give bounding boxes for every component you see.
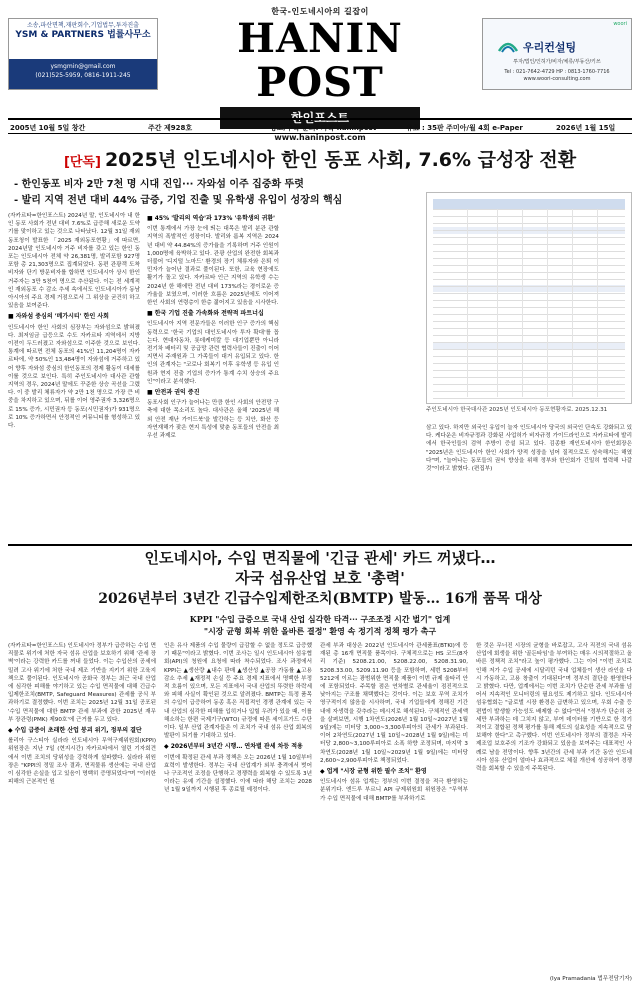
ad-right-brand: woori xyxy=(613,21,627,27)
table-grid-line xyxy=(433,398,625,399)
table-header-row xyxy=(433,199,625,209)
ad-right-web: www.woori-consulting.com xyxy=(523,76,591,82)
article2-section-heading: ◆ 2026년부터 3년간 시행… 연차별 관세 차등 적용 xyxy=(164,743,303,751)
article1-column-3-spacer xyxy=(286,212,418,542)
article2-paragraph: 인은 유사 제품의 수입 물량이 급감할 수 없을 정도로 급증했기 때문"이라고 밝혔다. 이번 조사는 일시 인도네시아 섬유협회(API)의 청원에 요청에 따라 착수되었다. 조사 과정에서 KPPI는 ▲생산량 ▲내수 판매 ▲생산성 ▲공장 가동률 ▲고용 감소 추세 ▲재정적 손실 등 주요 경제 지표에서 명백한 부정적 흐름이 있으며, 모든 지표에서 국내 산업의 뚜렷한 하락세와 피해 사실이 확인된 것으로 알려졌다. BMTP는 특정 품목의 수입이 급증하여 동종 혹은 직접적인 경쟁 관계에 있는 국내 산업의 심각한 피해를 입히거나 입힐 우려가 있을 때, 이를 해소하는 한편 국제기구(WTO) 규정에 따른 세이프가드 수단이다. 일부 산업 관계자들은 이 조치가 국내 섬유 산업 회복의 발판이 되기를 기대하고 있다. xyxy=(164,643,312,740)
masthead-url[interactable]: www.haninpost.com xyxy=(274,133,366,142)
article1-column-1 xyxy=(8,212,140,542)
article2-paragraph: 한 것은 무너진 시장의 균형을 바로잡고, 고사 직전의 국내 섬유 산업에 회생을 위한 '골든타임'을 부여하는 매우 시의적절하고 올바른 정책적 조치"라고 높이 평가했다. 그는 이어 "이번 조치로 인해 저가 수입 공세에 시달리던 국내 업체들이 생산 라인을 다시 가동하고, 고용 창출이 기대된다"며 정부의 결단을 환영한다고 밝혔다. 다만, 업계에서는 이번 조치가 단순한 관세 부과를 넘어서 지속적인 모니터링의 필요성도 제기하고 있다. 인도네시아 섬유협회는 "글로벌 시장 환경은 급변하고 있으며, 우회 수출 등 편법이 발생할 가능성도 배제할 수 없다"면서 "정부가 단순히 관세만 부과하는 데 그치지 않고, 부여 데이터를 기반으로 한 정기적이고 결합된 정책 평가를 통해 제도의 실효성을 지속적으로 담보해야 한다"고 촉구했다. 이번 인도네시아 정부의 결정은 자국 제조업 보호주의 기조가 강화되고 있음을 보여주는 대표적인 사례로 남을 전망이다. 향후 3년간의 관세 부과 기간 동안 인도네시아 섬유 산업이 얼마나 효과적으로 체질 개선에 성공하여 경쟁력을 회복할 수 있을지 주목된다. xyxy=(476,643,632,773)
woori-logo-icon xyxy=(497,37,519,55)
article2-paragraph: (자카르타=한인포스트) 인도네시아 정부가 급증하는 수입 면직물로 위기에 처한 자국 섬유 산업을 보호하기 위해 '관세 장벽'이라는 강력한 카드를 꺼내 들었다. 이는 수입산의 공세에 밀려 고사 위기에 처한 국내 제조 기반을 지키기 위한 고육지책으로 풀이된다. 인도네시아 공화국 정부는 최근 국내 산업에 심각한 피해를 야기하고 있는 수입 면직물에 대해 긴급수입제한조치(BMTP, Safeguard Measures) 관세를 공식 부과하기로 결정했다. 이번 조치는 2025년 12월 31일 공포된 '수입 면직물에 대한 BMTP 관세 부과에 관한 2025년 재무부 장관령(PMK) 제90호'에 근거를 두고 있다. xyxy=(8,643,156,723)
article2-paragraph: 인도네시아 섬유 업계는 정부의 이번 결정을 적극 환영하는 분위기다. 엔드루 부르니 API 규제위원회 위원장은 "무역부가 수입 면직물에 대해 BMTP를 부과하기로 xyxy=(320,779,468,802)
article2-paragraph: 이번에 확정된 관세 부과 정책은 오는 2026년 1월 10일부터 효력이 발생한다. 정부는 국내 산업계가 외부 충격에서 벗어나 구조적인 조정을 단행하고 경쟁력을 회복할 수 있도록 3년이라는 유예 기간을 설정했다. 이에 따라 해당 조치는 2028년 1월 9일까지 시행된 후 종료될 예정이다. xyxy=(164,754,312,794)
ad-right-name: 우리컨설팅 xyxy=(523,41,577,54)
masthead-tagline: 한국-인도네시아의 길잡이 xyxy=(271,7,369,16)
ad-right-services: 투자/법인/인허가/비자/체류/부동산/키쓰 xyxy=(513,59,601,65)
article2-subhead-1: KPPI "수입 급증으로 국내 산업 심각한 타격··· 구조조정 시간 벌기" 업계 xyxy=(189,614,451,624)
issue-number: 주간 제928호 xyxy=(148,124,193,132)
section-divider xyxy=(8,544,632,546)
article2-section-heading: ◆ 업계 "시장 균형 위한 필수 조치" 환영 xyxy=(320,768,427,776)
article1-subhead-1: - 한인동포 비자 2만 7천 명 시대 진입··· 자와섬 이주 집중화 뚜렷 xyxy=(14,179,304,190)
table-grid-column xyxy=(522,209,523,397)
article2-subhead-2: "시장 균형 회복 위한 올바른 결정" 환영 속 정기적 정책 평가 촉구 xyxy=(203,626,437,636)
article1-section-heading: ■ 45% '발리의 역습'과 173% '유학생의 귀환' xyxy=(147,215,275,222)
article2-column-4 xyxy=(476,642,632,972)
subscription-contact: 광고/구독 문의: 카톡 haninpost xyxy=(270,124,377,132)
statistics-table-image[interactable] xyxy=(426,192,632,404)
article1-column-4 xyxy=(426,424,632,540)
article1-paragraph: 이번 통계에서 가장 눈에 띄는 대목은 발리 분관 관할 지역의 폭발적인 성장이다. 발리와 롬복 지역은 2024년 대비 약 44.84%의 증가율을 기록하며 거주 인원이 1,000명에 육박하고 있다. 관광 산업의 완전한 회복과 더불어 '디지털 노마드' 환경의 장기 체류자와 은퇴 이민자가 늘어난 결과로 풀이된다. 또한, 교육 현장에도 활기가 돌고 있다. 자카르타 인근 지역의 유학생 수는 2024년 한 해에만 전년 대비 173%라는 경이로운 증가율을 보였으며, 이러한 흐름은 2025년에도 이어져 한인 사회의 연령층이 한층 젊어지고 있음을 시사한다. xyxy=(147,226,279,307)
article1-paragraph: 동포사회 인구가 늘어나는 만큼 한인 사회의 안전망 구축에 대한 목소리도 높다. 대사관은 올해 '2025년 해외 안전 재난 가이드북'을 발간하는 등 치안, 화산 등 자연재해가 잦은 현지 특성에 맞춘 동포들의 안전을 최우선 과제로 xyxy=(147,400,279,440)
article1-paragraph: (자카르타=한인포스트) 2024년 말, 인도네시아 내 한인 동포 사회가 전년 대비 7.6%로 급증해 새로운 도약기를 맞이하고 있는 것으로 나타났다. 12월 31일 재외동포청이 발표한 「2025 재외동포현황」에 따르면, 2024년말 인도네시아 거주 비자를 갖고 있는 한인 동포는 인도네시아 전체 약 26,381명, 발리포함 927명 포함 총 21,303명으로 집계되었다. 동편 관광객 도착비자와 단기 방문비자를 합하면 인도네시아 상시 한인 거주자는 3만 5천여 명으로 추산된다. 이는 전 세계적인 재외동포 수 감소 추세 속에서도 인도네시아가 동남아시아의 주요 경제 거점으로서 그 위상을 굳건히 하고 있음을 보여준다. xyxy=(8,213,140,310)
article2-byline: (Iya Pramadania 법무전담기자) xyxy=(549,976,632,982)
article1-paragraph: 삼고 있다. 하지만 외국인 유입이 늘자 인도네시아 당국의 외국인 단속도 강화되고 있다. 케다운은 비자규정과 강화된 사업허가 비자규정 가이드라인으로 자카르타에 발리에서 한국인들의 검역 추방이 증설 되고 있다. 김종환 재인도네시아 한인회장은 "2025년은 인도네시아 한인 사회가 양적 성장을 넘어 질적으로도 성숙해지는 해였다"며, "늘어나는 동포들의 권익 향상을 위해 정부와 한인회가 긴밀히 협력해 나갈 것"이라고 밝혔다. (편집부) xyxy=(426,425,632,473)
article2-paragraph: 관세 부과 대상은 2022년 인도네시아 관세품표(BTKI)에 등재된 총 16개 면직물 품목이다. 구체적으로는 HS 코드(8자리 기준) 5208.21.00, 5208.22.00, 5208.31.90, 5208.33.00, 5209.11.90 등을 포함하며, 세번 5208부터 5212에 이르는 광범위한 면직물 제품이 이번 규제 울타리 안에 포함되었다. 주목할 점은 연차별로 관세율이 점진적으로 낮아지는 구조를 채택했다는 것이다. 이는 보호 무역 조치가 영구적이지 않음을 시사하며, 국내 기업들에게 정해진 기간 내에 자생력을 갖추라는 메시지로 해석된다. 구체적인 관세액을 살펴보면, 시행 1차연도(2026년 1월 10일~2027년 1월 9일)에는 미터당 3,000~3,300루피아의 관세가 부과된다. 이어 2차연도(2027년 1월 10일~2028년 1월 9일)에는 미터당 2,800~3,100루피아로 소폭 하향 조정되며, 마지막 3차연도(2028년 1월 10일~2029년 1월 9일)에는 미터당 2,600~2,900루피아로 책정되었다. xyxy=(320,643,468,764)
article1-headline[interactable]: 2025년 인도네시아 한인 동포 사회, 7.6% 급성장 전환 xyxy=(104,149,577,171)
article2-headline-2[interactable]: 자국 섬유산업 보호 '총력' xyxy=(235,569,405,587)
table-caption: 주인도네시아 한국대사관 2025년 인도네시아 동포현황자료. 2025.12.31 xyxy=(426,407,608,413)
article1-section-heading: ■ 자와섬 중심의 '메가시티' 한인 사회 xyxy=(8,313,109,321)
masthead-logo[interactable]: HANIN POST xyxy=(237,15,403,106)
table-grid-column xyxy=(467,209,468,397)
ad-left-firm: YSM & PARTNERS 법률사무소 xyxy=(15,30,151,40)
ad-left-services: 소송,파산면책,재판회수,기업법무,투자진출 xyxy=(27,22,139,29)
masthead-korean-name: 한인포스트 xyxy=(220,107,420,129)
article1-section-heading: ■ 안전과 권익 증진 xyxy=(147,389,200,397)
article2-headline-3[interactable]: 2026년부터 3년간 긴급수입제한조치(BMTP) 발동… 16개 품목 대상 xyxy=(98,591,542,607)
article1-paragraph: 인도네시아 한인 사회의 심장부는 자와섬으로 밝혀졌다. 최저임금 급등으로 수도 자카르타 지역에서 지방 이전이 두드러졌고 자와섬으로 이주한 것으로 보인다. 통계에 따르면 전체 동포의 41%인 11,204명이 자카르타에, 약 50%인 13,484명이 자와섬에 거주하고 있어 향후 자와섬 중심의 한인동포의 경제 활동이 대세를 이룰 것으로 보인다. 특히 주인도네시아 대사관 관할 지역의 경우, 2024년 말에도 꾸준한 상승 곡선을 그렸다. 이 중 발리 체류자가 약 2만 1천 명으로 가장 큰 비중을 차지하고 있으며, 뒤를 이어 영주권자 3,326명으로 15% 증가, 시민권자 등 동포(시민권자)가 931명으로 10% 증가하면서 안정적인 커뮤니티를 형성하고 있다. xyxy=(8,324,140,430)
table-grid-column xyxy=(547,209,548,397)
article1-paragraph: 인도네시아 지역 전문가들은 이러한 인구 증가의 핵심 동력으로 '한국 기업의 대인도네시아 투자 확대'를 꼽는다. 현대자동차, 롯데케미칼 등 대기업뿐만 아니라 전기차 배터리 및 공급망 관련 협력사들이 진출이 이어지면서 주재원과 그 가족들이 대거 유입되고 있다. 한인의 관계자는 "코로나 회복기 이후 유학생 등 유입 인원과 현지 진출 기업의 증가가 통계 수치 상승의 주요인"이라고 분석했다. xyxy=(147,321,279,385)
ad-right-phone: Tel : 021-7642-4729 HP : 0813-1760-7716 xyxy=(504,69,610,75)
ad-ysm-partners[interactable] xyxy=(8,18,158,90)
table-grid-column xyxy=(572,209,573,397)
article1-column-2 xyxy=(147,212,279,542)
issue-date: 2026년 1월 15일 xyxy=(556,124,616,132)
ad-right-contact xyxy=(487,69,627,83)
article2-headline-1[interactable]: 인도네시아, 수입 면직물에 '긴급 관세' 카드 꺼냈다… xyxy=(144,549,496,567)
ad-left-email: ysmgmin@gmail.com xyxy=(50,63,116,70)
exclusive-tag: [단독] xyxy=(63,155,101,170)
article2-section-heading: ◆ 수입 급증이 초래한 산업 붕괴 위기, 정부의 결단 xyxy=(8,727,142,735)
article2-paragraph: 롤리아 구스티아 실라라 인도네시아 무역구제위원회(KPPI) 위원장은 지난 7일 (현지시간) 자카르타에서 열린 기자회견에서 이번 조치의 당위성을 강력하게 설파했다. 실라라 위원장은 "KPPI의 정밀 조사 결과, 면직물류 생산에는 국내 산업이 심각한 손실을 입고 있음이 명백히 증명되었다"며 "이러한 피해의 근본적인 원 xyxy=(8,738,156,786)
article2-column-1 xyxy=(8,642,156,972)
table-grid-column xyxy=(497,209,498,397)
ad-woori-consulting[interactable] xyxy=(482,18,632,90)
article1-section-heading: ■ 한국 기업 진출 가속화와 전략적 파트너십 xyxy=(147,310,264,318)
article1-headline-block xyxy=(8,148,632,175)
issue-infobar xyxy=(8,118,632,134)
ad-left-phone: (021)525-5959, 0816-1911-245 xyxy=(35,72,131,79)
founded-date: 2005년 10월 5일 창간 xyxy=(10,124,86,132)
table-grid-column xyxy=(597,209,598,397)
ad-left-band xyxy=(9,59,157,89)
article1-subhead-2: - 발리 지역 전년 대비 44% 급증, 기업 진출 및 유학생 유입이 성장의 핵심 xyxy=(14,195,343,206)
article2-column-3 xyxy=(320,642,468,972)
article2-column-2 xyxy=(164,642,312,972)
distribution-info: 유료 : 35판 주미아/월 4회 e-Paper xyxy=(406,124,523,132)
